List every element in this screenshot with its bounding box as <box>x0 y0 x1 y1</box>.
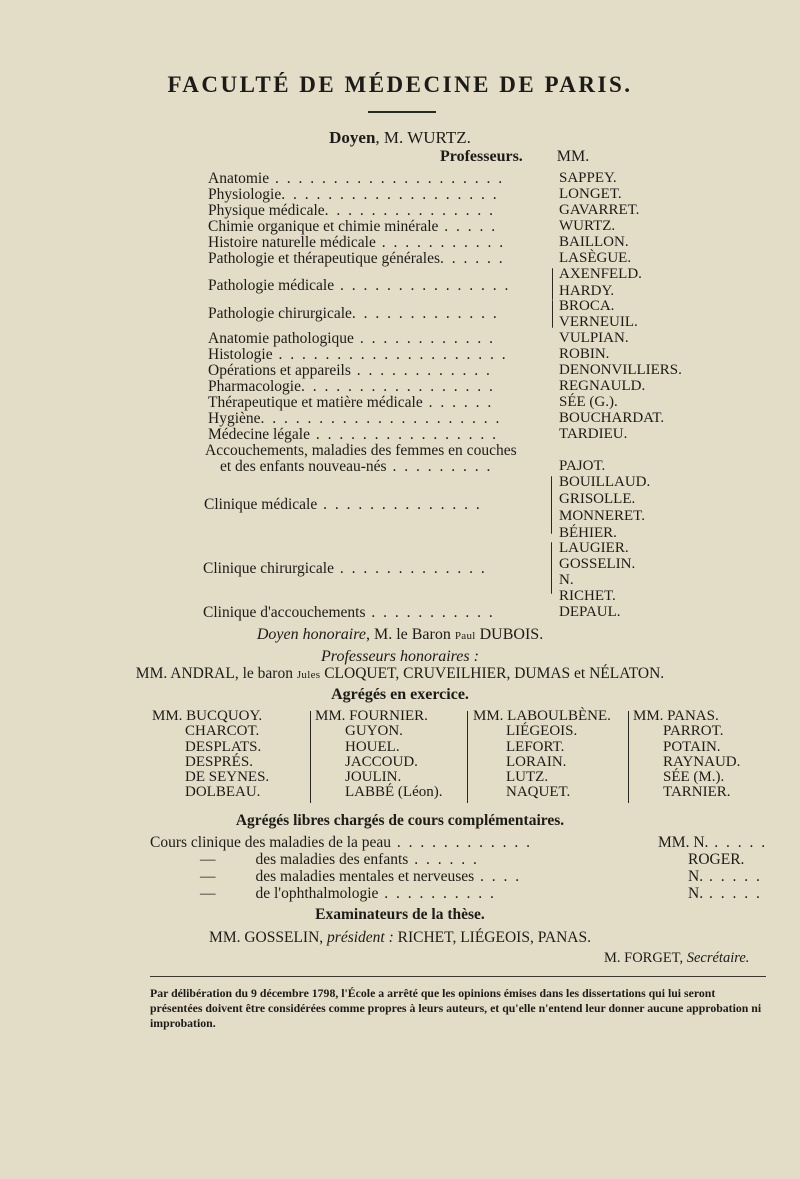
cours-value: N. . . . . . <box>688 868 762 885</box>
doyen-line <box>0 128 800 148</box>
agrege: TARNIER. <box>663 784 731 801</box>
professor: WURTZ. <box>559 218 616 234</box>
agreges-column-2 <box>315 709 442 801</box>
agrege: LUTZ. <box>506 769 549 786</box>
agrege: NAQUET. <box>506 784 571 801</box>
professor: BÉHIER. <box>559 525 617 541</box>
subject-row: Thérapeutique et matière médicale . . . . . . <box>208 394 494 411</box>
professor: PAJOT. <box>559 458 606 474</box>
professor: AXENFELD. <box>559 266 642 282</box>
agrege: LEFORT. <box>506 738 565 755</box>
cours-row: — des maladies des enfants . . . . . . <box>200 851 479 868</box>
agrege: MM. BUCQUOY. <box>152 708 263 724</box>
agrege: RAYNAUD. <box>663 753 741 770</box>
brace <box>552 300 553 328</box>
subject-row: Pathologie médicale . . . . . . . . . . . . . . . <box>208 277 511 294</box>
cours-row: — des maladies mentales et nerveuses . . . . <box>200 868 522 885</box>
agrege: POTAIN. <box>663 738 721 755</box>
footnote: Par délibération du 9 décembre 1798, l'École a arrêté que les opinions émises dans les dissertations qui lui seront présentées doivent être considérées comme propres à leurs auteurs, et qu'elle n'entend leur donner aucune approbation ni improbation. <box>150 986 762 1030</box>
subject-row: Anatomie . . . . . . . . . . . . . . . . . . . . <box>208 170 505 187</box>
professor: BOUILLAUD. <box>559 474 651 490</box>
agrege: CHARCOT. <box>185 723 260 740</box>
subject-row: Clinique médicale . . . . . . . . . . . . . . <box>204 496 482 513</box>
subject-row: Physiologie. . . . . . . . . . . . . . . . . . . <box>208 186 499 203</box>
professor: TARDIEU. <box>559 426 628 442</box>
footer-rule <box>150 976 766 977</box>
professor: SAPPEY. <box>559 170 617 186</box>
professor: MONNERET. <box>559 508 645 524</box>
professor: GOSSELIN. <box>559 556 636 572</box>
professor: LONGET. <box>559 186 622 202</box>
agrege: GUYON. <box>345 723 403 740</box>
professor: BROCA. <box>559 298 615 314</box>
agrege: LABBÉ (Léon). <box>345 784 443 801</box>
cours-value: ROGER. <box>688 851 745 868</box>
agrege: MM. FOURNIER. <box>315 708 428 724</box>
brace <box>551 476 552 534</box>
professor: BOUCHARDAT. <box>559 410 665 426</box>
agrege: MM. PANAS. <box>633 708 719 724</box>
subject-row: Hygiène. . . . . . . . . . . . . . . . . . . . . <box>208 410 502 427</box>
complementaires-header: Agrégés libres chargés de cours complémentaires. <box>235 812 565 829</box>
agreges-column-3 <box>473 709 611 801</box>
agrege: LIÉGEOIS. <box>506 723 578 740</box>
brace <box>552 268 553 300</box>
professor: RICHET. <box>559 588 616 604</box>
agrege: DOLBEAU. <box>185 784 261 801</box>
agrege: DE SEYNES. <box>185 769 270 786</box>
column-divider <box>467 711 468 803</box>
subject-row: Pathologie et thérapeutique générales. . . . . . <box>208 250 505 267</box>
agrege: DESPLATS. <box>185 738 262 755</box>
agrege: HOUEL. <box>345 738 400 755</box>
agreges-column-1 <box>152 709 269 801</box>
subject-row: Pathologie chirurgicale. . . . . . . . . . . . . <box>208 305 499 322</box>
examinateurs-line: MM. GOSSELIN, président : RICHET, LIÉGEOIS, PANAS. <box>209 929 591 946</box>
column-divider <box>628 711 629 803</box>
examinateurs-header: Examinateurs de la thèse. <box>315 906 485 923</box>
subject-row: Histoire naturelle médicale . . . . . . . . . . . <box>208 234 506 251</box>
agrege: PARROT. <box>663 723 724 740</box>
doyen-name: , M. WURTZ. <box>375 128 471 147</box>
agrege: LORAIN. <box>506 753 567 770</box>
professor: LASÈGUE. <box>559 250 632 266</box>
subject-row: Physique médicale. . . . . . . . . . . . . . . <box>208 202 496 219</box>
subject-row: Chimie organique et chimie minérale . . . . . <box>208 218 498 235</box>
professor: N. <box>559 572 574 588</box>
professeurs-honoraires-label: Professeurs honoraires : <box>321 648 479 665</box>
agrege: MM. LABOULBÈNE. <box>473 708 611 724</box>
professeurs-honoraires-names: MM. ANDRAL, le baron Jules CLOQUET, CRUVEILHIER, DUMAS et NÉLATON. <box>135 665 665 682</box>
cours-row: — de l'ophthalmologie . . . . . . . . . . <box>200 885 496 902</box>
subject-row: Clinique d'accouchements . . . . . . . . . . . <box>203 604 495 621</box>
professor: BAILLON. <box>559 234 629 250</box>
professor: ROBIN. <box>559 346 610 362</box>
professor: VULPIAN. <box>559 330 629 346</box>
agrege: DESPRÉS. <box>185 753 253 770</box>
doyen-label: Doyen <box>329 128 376 147</box>
professor: HARDY. <box>559 283 615 299</box>
subject-row: Histologie . . . . . . . . . . . . . . . . . . . . <box>208 346 508 363</box>
brace <box>551 542 552 594</box>
professor: GAVARRET. <box>559 202 640 218</box>
column-divider <box>310 711 311 803</box>
agreges-column-4 <box>633 709 740 801</box>
cours-row: Cours clinique des maladies de la peau . . . . . . . . . . . . <box>150 834 533 851</box>
agrege: JOULIN. <box>345 769 402 786</box>
agrege: SÉE (M.). <box>663 769 725 786</box>
professor: DEPAUL. <box>559 604 621 620</box>
mm-label: MM. <box>556 148 590 165</box>
agrege: JACCOUD. <box>345 753 418 770</box>
secretaire-line: M. FORGET, Secrétaire. <box>604 950 750 966</box>
professor: GRISOLLE. <box>559 491 636 507</box>
professor: VERNEUIL. <box>559 314 638 330</box>
professor: SÉE (G.). <box>559 394 618 410</box>
agreges-header: Agrégés en exercice. <box>331 686 469 703</box>
doyen-honoraire: Doyen honoraire, M. le Baron Paul DUBOIS. <box>256 626 544 643</box>
professor: DENONVILLIERS. <box>559 362 682 378</box>
subject-row: Anatomie pathologique . . . . . . . . . . . . <box>208 330 495 347</box>
subject-row: Clinique chirurgicale . . . . . . . . . . . . . <box>203 560 487 577</box>
page-title: FACULTÉ DE MÉDECINE DE PARIS. <box>167 72 633 97</box>
professor: REGNAULD. <box>559 378 646 394</box>
subject-row: Opérations et appareils . . . . . . . . . . . . <box>208 362 492 379</box>
cours-value: MM. N. . . . . . <box>658 834 768 851</box>
professor: LAUGIER. <box>559 540 629 556</box>
subject-row: Pharmacologie. . . . . . . . . . . . . . . . . <box>208 378 495 395</box>
professeurs-header: Professeurs. MM. <box>440 148 590 165</box>
subject-row: Médecine légale . . . . . . . . . . . . . . . . <box>208 426 498 443</box>
subject-row: et des enfants nouveau-nés . . . . . . . . . <box>220 458 493 475</box>
subject-row: Accouchements, maladies des femmes en couches <box>205 442 517 459</box>
cours-value: N. . . . . . <box>688 885 762 902</box>
title-rule <box>368 111 436 113</box>
